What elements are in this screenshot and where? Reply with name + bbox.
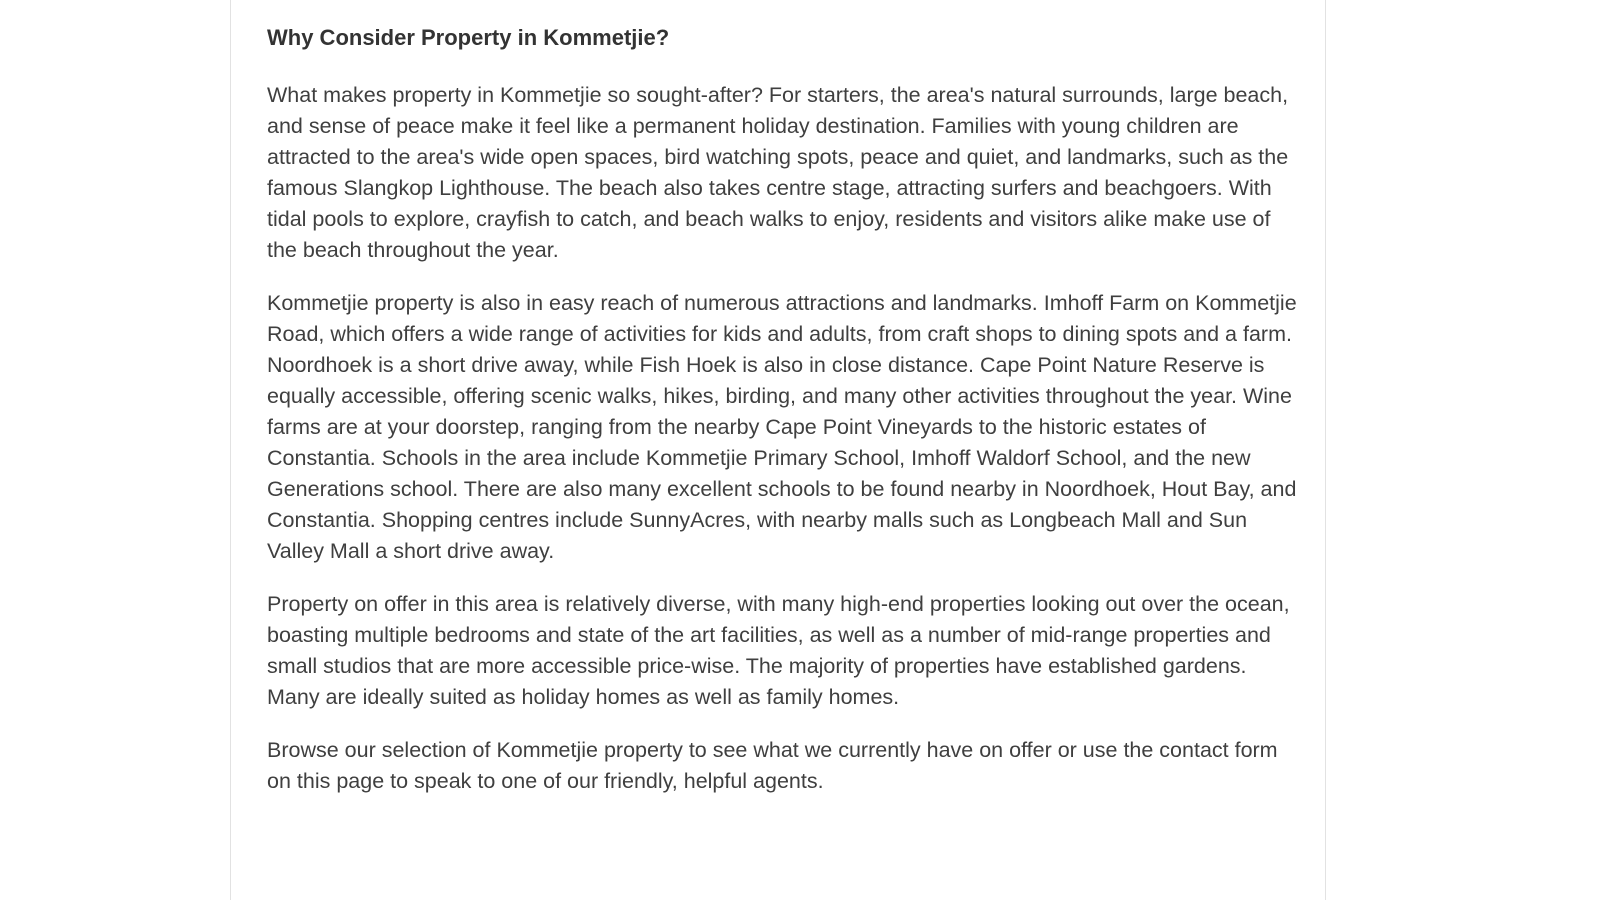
article-paragraph-property-types: Property on offer in this area is relatively diverse, with many high-end properties looking out over the ocean, boasting multiple bedrooms and state of the art facilities, as well as a number of mid-range properties and small studios that are more accessible price-wise. The majority of properties have established gardens. Many are ideally suited as holiday homes as well as family homes. <box>267 592 1290 709</box>
article-paragraph-call-to-action: Browse our selection of Kommetjie property to see what we currently have on offer or use the contact form on this page to speak to one of our friendly, helpful agents. <box>267 738 1278 793</box>
content-panel <box>230 0 1326 900</box>
article <box>267 22 1297 819</box>
article-paragraph-attractions: Kommetjie property is also in easy reach of numerous attractions and landmarks. Imhoff Farm on Kommetjie Road, which offers a wide range of activities for kids and adults, from craft shops to dining spots and a farm. Noordhoek is a short drive away, while Fish Hoek is also in close distance. Cape Point Nature Reserve is equally accessible, offering scenic walks, hikes, birding, and many other activities throughout the year. Wine farms are at your doorstep, ranging from the nearby Cape Point Vineyards to the historic estates of Constantia. Schools in the area include Kommetjie Primary School, Imhoff Waldorf School, and the new Generations school. There are also many excellent schools to be found nearby in Noordhoek, Hout Bay, and Constantia. Shopping centres include SunnyAcres, with nearby malls such as Longbeach Mall and Sun Valley Mall a short drive away. <box>267 291 1297 563</box>
article-paragraph-intro: What makes property in Kommetjie so sought-after? For starters, the area's natural surrounds, large beach, and sense of peace make it feel like a permanent holiday destination. Families with young children are attracted to the area's wide open spaces, bird watching spots, peace and quiet, and landmarks, such as the famous Slangkop Lighthouse. The beach also takes centre stage, attracting surfers and beachgoers. With tidal pools to explore, crayfish to catch, and beach walks to enjoy, residents and visitors alike make use of the beach throughout the year. <box>267 83 1289 262</box>
article-heading: Why Consider Property in Kommetjie? <box>267 25 670 50</box>
